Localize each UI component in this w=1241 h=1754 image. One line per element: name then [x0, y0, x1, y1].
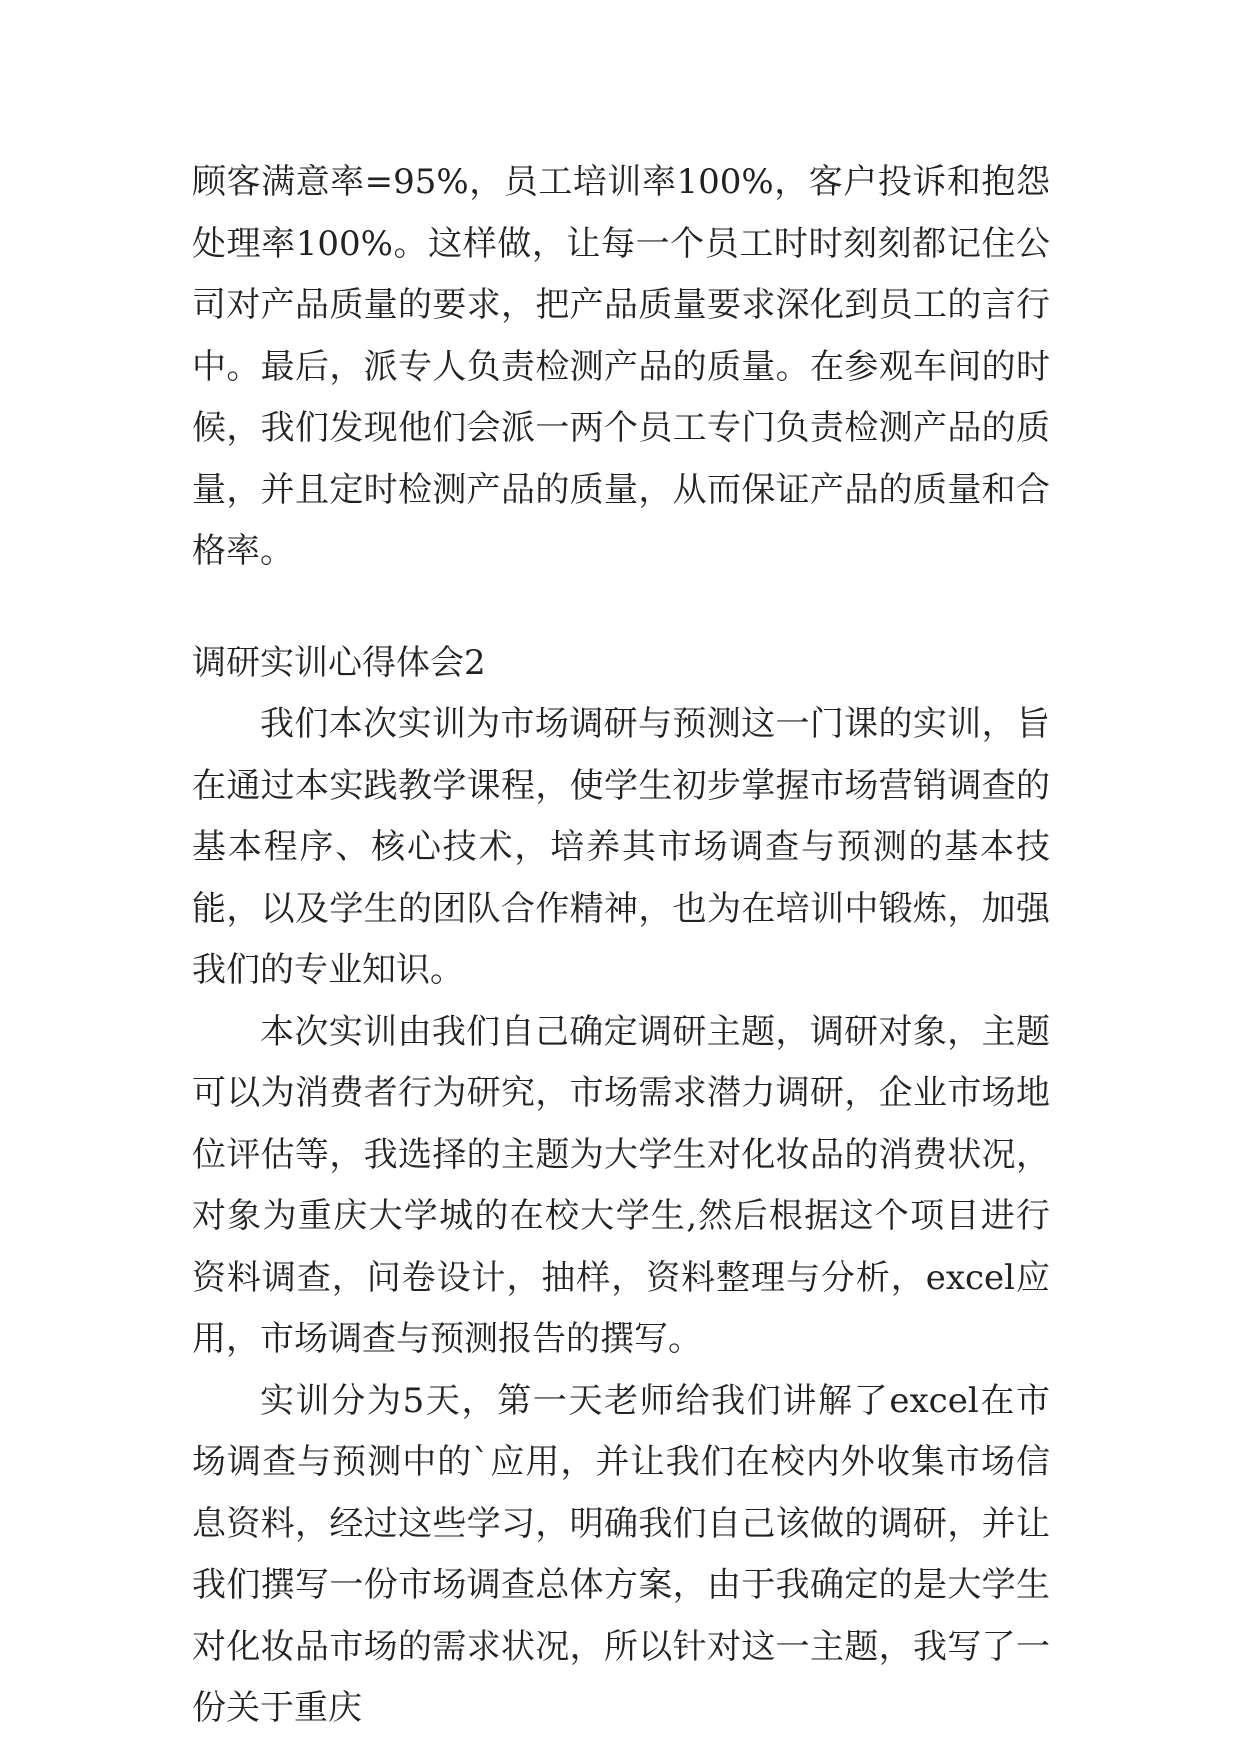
document-body — [192, 152, 1050, 1740]
intro-paragraph: 顾客满意率=95%，员工培训率100%，客户投诉和抱怨处理率100%。这样做，让每一个员工时时刻刻都记住公司对产品质量的要求，把产品质量要求深化到员工的言行中。最后，派专人负责检测产品的质量。在参观车间的时候，我们发现他们会派一两个员工专门负责检测产品的质量，并且定时检测产品的质量，从而保证产品的质量和合格率。 — [192, 162, 1050, 571]
body-paragraph-2: 本次实训由我们自己确定调研主题，调研对象，主题可以为消费者行为研究，市场需求潜力调研，企业市场地位评估等，我选择的主题为大学生对化妆品的消费状况，对象为重庆大学城的在校大学生,然后根据这个项目进行资料调查，问卷设计，抽样，资料整理与分析，excel应用，市场调查与预测报告的撰写。 — [192, 1011, 1050, 1359]
body-paragraph-1: 我们本次实训为市场调研与预测这一门课的实训，旨在通过本实践教学课程，使学生初步掌握市场营销调查的基本程序、核心技术，培养其市场调查与预测的基本技能，以及学生的团队合作精神，也为在培训中锻炼，加强我们的专业知识。 — [192, 704, 1050, 990]
body-paragraph-3: 实训分为5天，第一天老师给我们讲解了excel在市场调查与预测中的`应用，并让我们在校内外收集市场信息资料，经过这些学习，明确我们自己该做的调研，并让我们撰写一份市场调查总体方案，由于我确定的是大学生对化妆品市场的需求状况，所以针对这一主题，我写了一份关于重庆 — [192, 1380, 1050, 1728]
section-title: 调研实训心得体会2 — [192, 642, 486, 683]
